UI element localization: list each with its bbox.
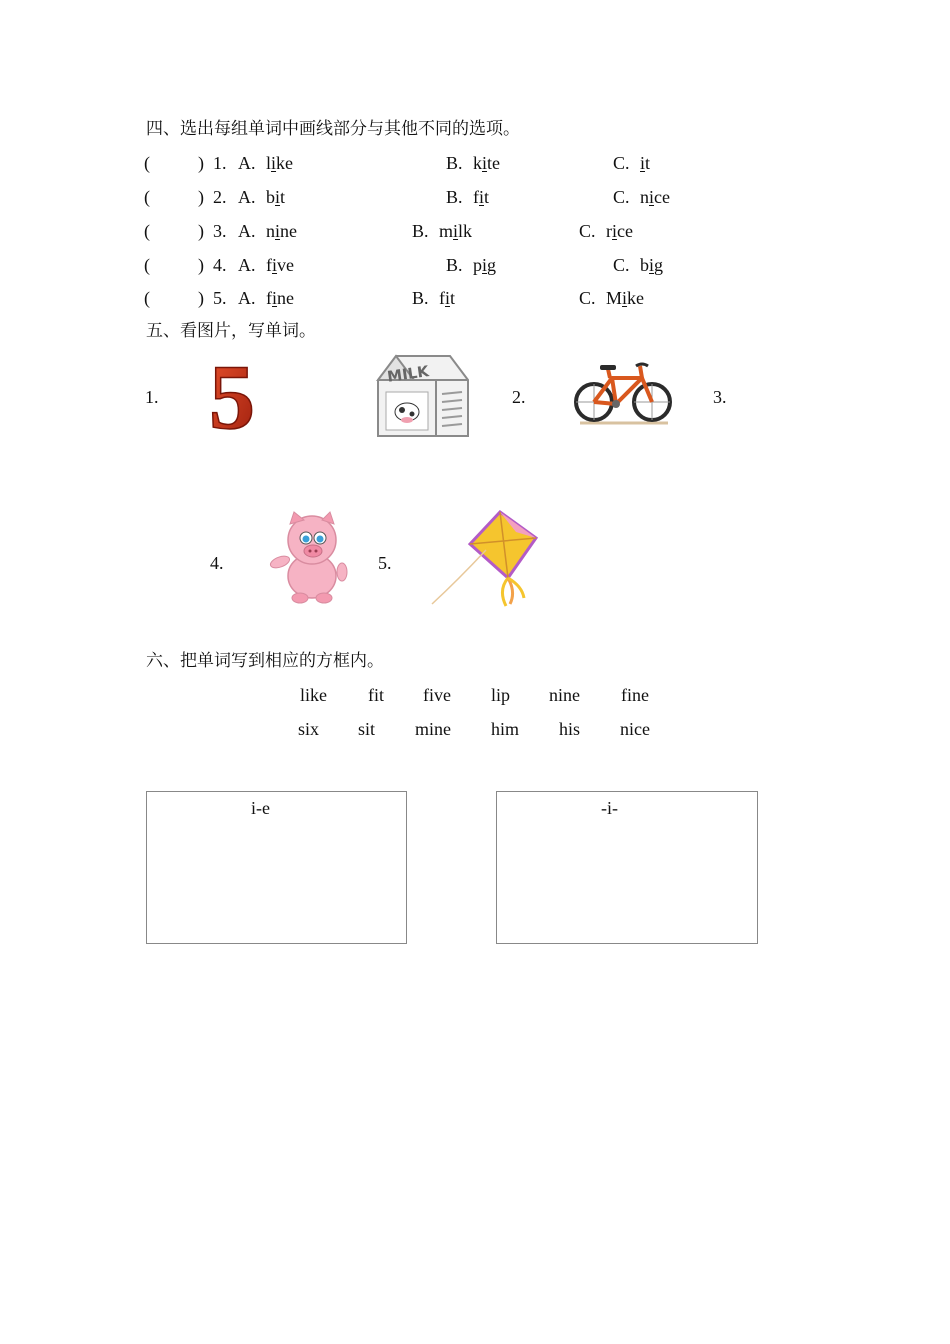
option-b-label: B. xyxy=(446,187,463,207)
word-part: k xyxy=(473,153,482,173)
option-b-word xyxy=(473,152,500,174)
option-b-label: B. xyxy=(446,255,463,275)
option-b-label: B. xyxy=(412,288,429,308)
option-b-word xyxy=(473,186,489,208)
word-part: t xyxy=(484,187,490,207)
option-a-word xyxy=(266,287,294,309)
option-b-word xyxy=(439,220,472,242)
answer-paren-open: ( xyxy=(144,153,150,173)
word-bank-word: five xyxy=(423,685,451,705)
option-a-label: A. xyxy=(238,153,256,173)
answer-blank[interactable] xyxy=(156,186,194,208)
option-c-label: C. xyxy=(579,221,596,241)
section5-heading: 五、看图片，写单词。 xyxy=(146,321,316,341)
underlined-letter: i xyxy=(271,153,277,173)
word-part: t xyxy=(450,288,456,308)
answer-paren-open: ( xyxy=(144,221,150,241)
answer-blank[interactable] xyxy=(156,287,194,309)
word-part: g xyxy=(487,255,497,275)
underlined-letter: i xyxy=(445,288,451,308)
picture-number-2: 2. xyxy=(512,387,526,407)
picture-number-3: 3. xyxy=(713,387,727,407)
word-part: ce xyxy=(617,221,633,241)
section4-heading: 四、选出每组单词中画线部分与其他不同的选项。 xyxy=(146,119,520,139)
underlined-letter: i xyxy=(479,187,485,207)
underlined-letter: i xyxy=(649,255,655,275)
option-a-label: A. xyxy=(238,187,256,207)
option-c-word xyxy=(640,254,663,276)
word-part: ne xyxy=(277,288,295,308)
question-number: 3. xyxy=(213,221,227,241)
answer-blank[interactable] xyxy=(156,220,194,242)
option-b-label: B. xyxy=(412,221,429,241)
word-part: p xyxy=(473,255,482,275)
option-a-word xyxy=(266,254,294,276)
option-a-word xyxy=(266,186,285,208)
word-part: n xyxy=(640,187,649,207)
word-bank-word: like xyxy=(300,685,327,705)
option-a-label: A. xyxy=(238,288,256,308)
word-part: ke xyxy=(276,153,294,173)
question-number: 2. xyxy=(213,187,227,207)
word-part: f xyxy=(439,288,445,308)
answer-paren-open: ( xyxy=(144,288,150,308)
milk-carton-image xyxy=(374,352,472,442)
underlined-letter: i xyxy=(622,288,628,308)
option-a-word xyxy=(266,152,293,174)
word-part: ce xyxy=(654,187,670,207)
option-c-label: C. xyxy=(613,255,630,275)
word-bank-word: mine xyxy=(415,719,451,739)
option-c-label: C. xyxy=(613,153,630,173)
answer-paren-close: ) xyxy=(198,288,204,308)
word-part: t xyxy=(645,153,651,173)
answer-box-label: -i- xyxy=(601,798,618,818)
option-c-word xyxy=(640,186,670,208)
question-number: 5. xyxy=(213,288,227,308)
word-part: t xyxy=(280,187,286,207)
underlined-letter: i xyxy=(272,255,278,275)
question-number: 4. xyxy=(213,255,227,275)
underlined-letter: i xyxy=(453,221,459,241)
word-part: f xyxy=(473,187,479,207)
option-c-word xyxy=(606,220,633,242)
option-a-word xyxy=(266,220,297,242)
option-b-label: B. xyxy=(446,153,463,173)
picture-number-1: 1. xyxy=(145,387,159,407)
underlined-letter: i xyxy=(640,153,646,173)
option-a-label: A. xyxy=(238,221,256,241)
word-part: m xyxy=(439,221,454,241)
answer-paren-close: ) xyxy=(198,255,204,275)
word-part: b xyxy=(640,255,649,275)
milk-label: MILK xyxy=(386,362,430,386)
bicycle-image xyxy=(572,360,674,426)
answer-box-label: i-e xyxy=(251,798,270,818)
word-part: te xyxy=(487,153,501,173)
kite-image xyxy=(428,510,540,608)
answer-box-i-e[interactable] xyxy=(146,791,407,944)
option-c-word xyxy=(606,287,644,309)
word-bank-word: nine xyxy=(549,685,580,705)
word-bank-word: his xyxy=(559,719,581,739)
word-part: n xyxy=(266,221,275,241)
answer-paren-open: ( xyxy=(144,187,150,207)
answer-blank[interactable] xyxy=(156,254,194,276)
word-bank-word: nice xyxy=(620,719,650,739)
option-c-label: C. xyxy=(613,187,630,207)
answer-paren-close: ) xyxy=(198,221,204,241)
word-part: l xyxy=(266,153,272,173)
word-part: b xyxy=(266,187,275,207)
word-bank-word: six xyxy=(298,719,320,739)
underlined-letter: i xyxy=(482,255,488,275)
word-bank-word: fit xyxy=(368,685,384,705)
word-part: ne xyxy=(280,221,298,241)
picture-number-5: 5. xyxy=(378,553,392,573)
word-part: f xyxy=(266,255,272,275)
word-bank-word: sit xyxy=(358,719,376,739)
underlined-letter: i xyxy=(612,221,618,241)
word-part: g xyxy=(654,255,664,275)
word-bank-word: lip xyxy=(491,685,511,705)
word-part: M xyxy=(606,288,623,308)
answer-box-i[interactable] xyxy=(496,791,758,944)
answer-blank[interactable] xyxy=(156,152,194,174)
option-b-word xyxy=(439,287,455,309)
picture-number-4: 4. xyxy=(210,553,224,573)
answer-paren-open: ( xyxy=(144,255,150,275)
number-five-glyph: 5 xyxy=(209,356,255,436)
answer-paren-close: ) xyxy=(198,187,204,207)
word-part: f xyxy=(266,288,272,308)
word-bank-word: him xyxy=(491,719,520,739)
word-part: ve xyxy=(277,255,295,275)
word-part: ke xyxy=(627,288,645,308)
section6-heading: 六、把单词写到相应的方框内。 xyxy=(146,651,384,671)
pig-image xyxy=(266,510,352,606)
option-c-label: C. xyxy=(579,288,596,308)
underlined-letter: i xyxy=(275,187,281,207)
word-bank-word: fine xyxy=(621,685,649,705)
option-a-label: A. xyxy=(238,255,256,275)
underlined-letter: i xyxy=(275,221,281,241)
word-part: r xyxy=(606,221,612,241)
option-b-word xyxy=(473,254,496,276)
answer-paren-close: ) xyxy=(198,153,204,173)
option-c-word xyxy=(640,152,650,174)
word-part: lk xyxy=(458,221,473,241)
underlined-letter: i xyxy=(649,187,655,207)
question-number: 1. xyxy=(213,153,227,173)
underlined-letter: i xyxy=(272,288,278,308)
underlined-letter: i xyxy=(482,153,488,173)
number-five-image xyxy=(196,356,268,436)
